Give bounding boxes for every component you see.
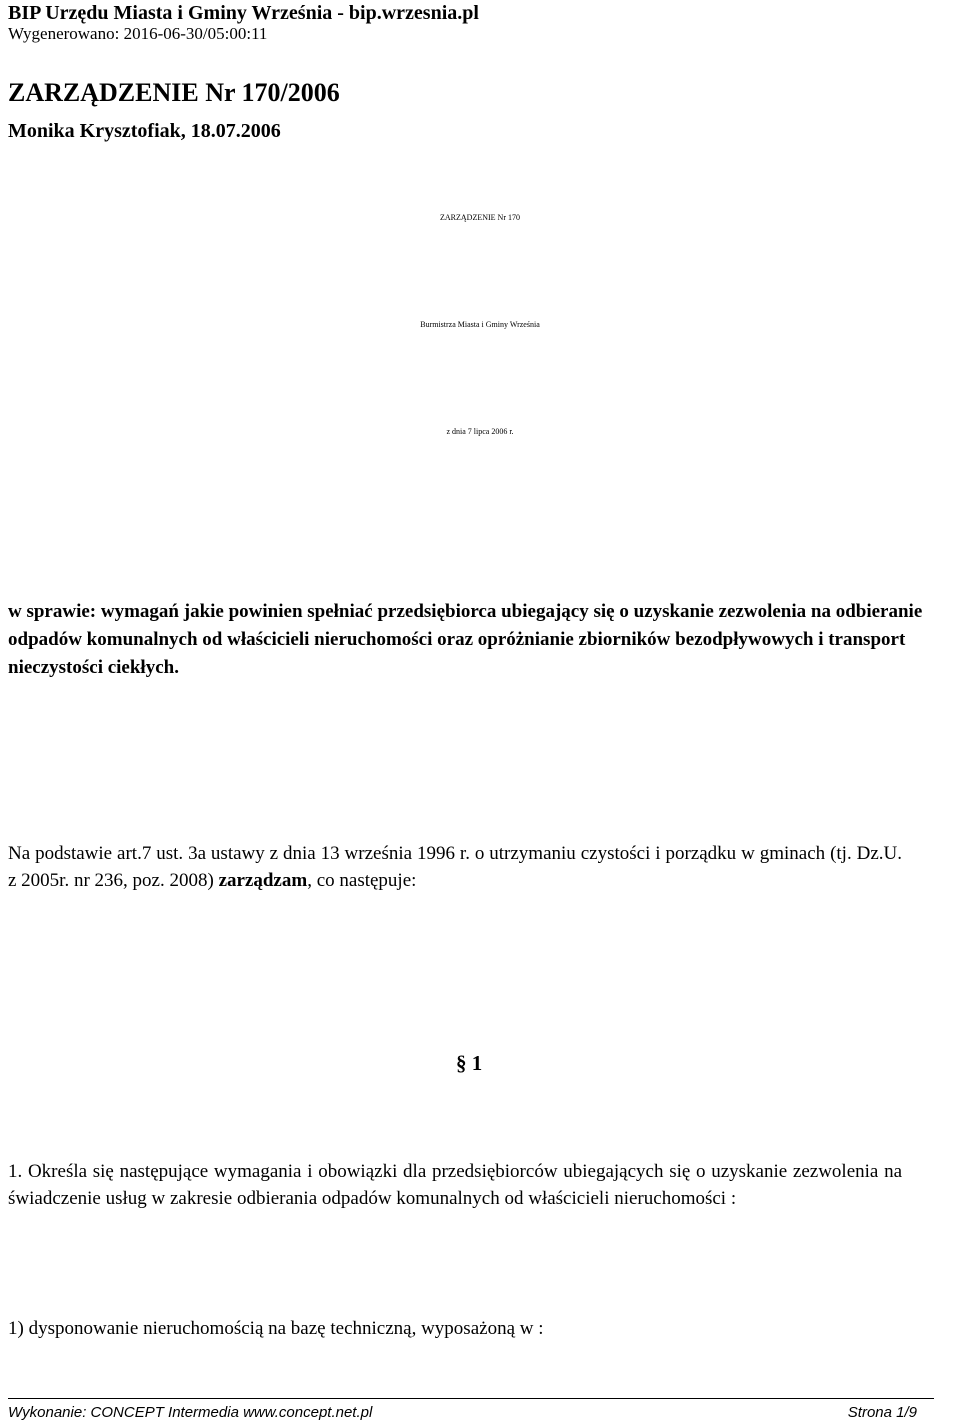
legal-basis [8,840,902,894]
document-subject: w sprawie: wymagań jakie powinien spełniać przedsiębiorca ubiegający się o uzyskanie zezwolenia na odbieranie odpadów komunalnych od właścicieli nieruchomości oraz opróżnianie zbiorników bezodpływowych i transport nieczystości ciekłych. [8,601,923,678]
footer-divider [8,1398,934,1399]
page-number: Strona 1/9 [847,1404,917,1421]
document-title: ZARZĄDZENIE Nr 170/2006 [8,78,340,107]
small-heading-date: z dnia 7 lipca 2006 r. [446,427,514,436]
point-1-1-text: 1) dysponowanie nieruchomością na bazę techniczną, wyposażoną w : [8,1318,544,1339]
small-heading-issuer: Burmistrza Miasta i Gminy Września [420,320,540,329]
site-header-title: BIP Urzędu Miasta i Gminy Września - bip.wrzesnia.pl [8,2,479,24]
document-author-date: Monika Krysztofiak, 18.07.2006 [8,120,281,142]
small-heading-order: ZARZĄDZENIE Nr 170 [440,213,520,222]
point-1-text: 1. Określa się następujące wymagania i obowiązki dla przedsiębiorców ubiegających się o uzyskanie zezwolenia na świadczenie usług w zakresie odbierania odpadów komunalnych od właścicieli nieruchomości : [8,1161,902,1209]
legal-basis-bold: zarządzam [218,870,308,891]
legal-basis-text: Na podstawie art.7 ust. 3a ustawy z dnia 13 września 1996 r. o utrzymaniu czystości i porządku w gminach (tj. Dz.U. z 2005r. nr 236, poz. 2008) [8,843,902,891]
generated-timestamp: Wygenerowano: 2016-06-30/05:00:11 [8,24,268,43]
paragraph-mark: § 1 [456,1051,483,1075]
footer-credit: Wykonanie: CONCEPT Intermedia www.concept.net.pl [8,1404,373,1421]
legal-basis-end: , co następuje: [307,870,417,891]
